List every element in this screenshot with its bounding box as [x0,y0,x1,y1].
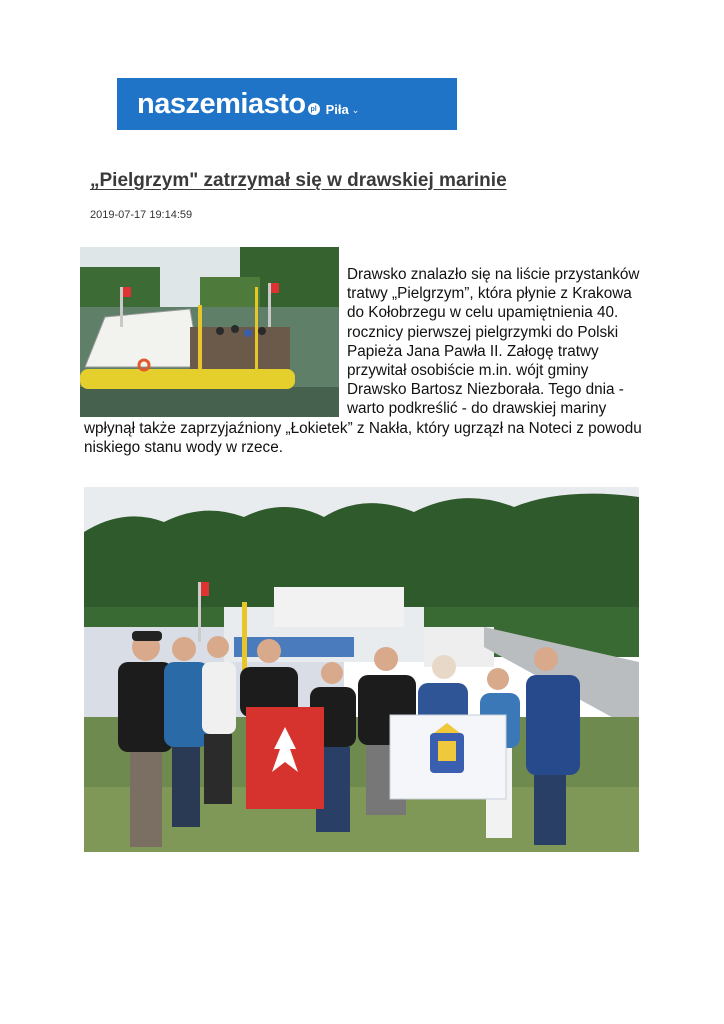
city-selector[interactable]: Piła [325,101,349,117]
logo-badge: pl [308,103,320,115]
site-logo[interactable]: naszemiasto [137,87,306,120]
article-body-text: Drawsko znalazło się na liście przystanków tratwy „Pielgrzym”, która płynie z Krakowa do Kołobrzegu w celu upamiętnienia 40. rocznicy pierwszej pielgrzymki do Polski Papieża Jana Pawła II. Załogę tratwy przywitał osobiście m.in. wójt gminy Drawsko Bartosz Niezborała. Tego dnia - warto podkreślić - do drawskiej mariny wpłynął także zaprzyjaźniony „Łokietek” z Nakła, który ugrzązł na Noteci z powodu niskiego stanu wody w rzece. [84,266,642,456]
photo-float-spacer [84,265,347,417]
article-title: „Pielgrzym" zatrzymał się w drawskiej marinie [90,170,507,191]
site-header-banner[interactable] [117,78,457,130]
article-timestamp: 2019-07-17 19:14:59 [90,209,193,221]
article-body [84,265,644,457]
group-photo [84,487,639,852]
chevron-down-icon[interactable]: ⌄ [351,104,360,115]
